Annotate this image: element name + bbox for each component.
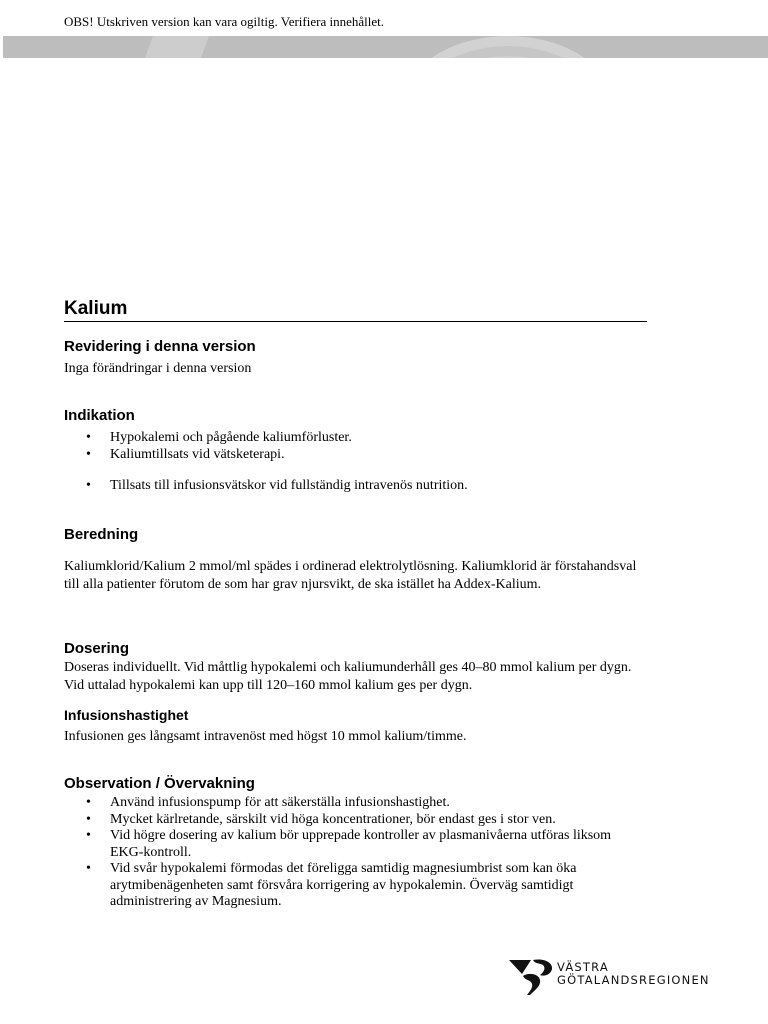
observation-heading: Observation / Övervakning (64, 775, 255, 792)
dosing-heading: Dosering (64, 640, 130, 657)
list-item: • Vid svår hypokalemi förmodas det föreligga samtidig magnesiumbrist som kan öka arytmibenägenheten samt försvåra korrigering av hypokalemin. Överväg samtidigt administrering av Magnesium. (64, 861, 644, 911)
list-item: • Mycket kärlretande, särskilt vid höga koncentrationer, bör endast ges i stor ven. (64, 812, 644, 829)
title-divider (64, 321, 647, 322)
infusion-rate-heading: Infusionshastighet (64, 707, 189, 723)
vastra-gotalandsregionen-logo (509, 958, 709, 998)
list-item: • Vid högre dosering av kalium bör upprepade kontroller av plasmanivåerna utföras liksom EKG-kontroll. (64, 828, 644, 861)
header-decorative-band (3, 36, 768, 58)
revision-heading: Revidering i denna version (64, 338, 256, 355)
observation-list (64, 795, 644, 911)
indication-list (64, 430, 644, 495)
preparation-text: Kaliumklorid/Kalium 2 mmol/ml spädes i ordinerad elektrolytlösning. Kaliumklorid är förstahandsval till alla patienter förutom de som har grav njursvikt, de ska istället ha Addex-Kalium. (64, 559, 637, 592)
infusion-rate-text: Infusionen ges långsamt intravenöst med högst 10 mmol kalium/timme. (64, 729, 467, 744)
preparation-heading: Beredning (64, 526, 139, 543)
indication-heading: Indikation (64, 407, 135, 424)
print-warning-notice: OBS! Utskriven version kan vara ogiltig. Verifiera innehållet. (64, 14, 384, 29)
document-title: Kalium (64, 298, 128, 319)
list-item: • Hypokalemi och pågående kaliumförluster. (64, 430, 644, 447)
list-item: • Använd infusionspump för att säkerställa infusionshastighet. (64, 795, 644, 812)
list-item: • Tillsats till infusionsvätskor vid fullständig intravenös nutrition. (64, 478, 644, 495)
logo-wordmark: VÄSTRA GÖTALANDSREGIONEN (557, 960, 710, 987)
dosing-text: Doseras individuellt. Vid måttlig hypokalemi och kaliumunderhåll ges 40–80 mmol kalium per dygn. Vid uttalad hypokalemi kan upp till 120–160 mmol kalium ges per dygn. (64, 660, 632, 693)
region-emblem-icon (509, 958, 555, 996)
revision-text: Inga förändringar i denna version (64, 361, 252, 376)
list-item: • Kaliumtillsats vid vätsketerapi. (64, 447, 644, 464)
